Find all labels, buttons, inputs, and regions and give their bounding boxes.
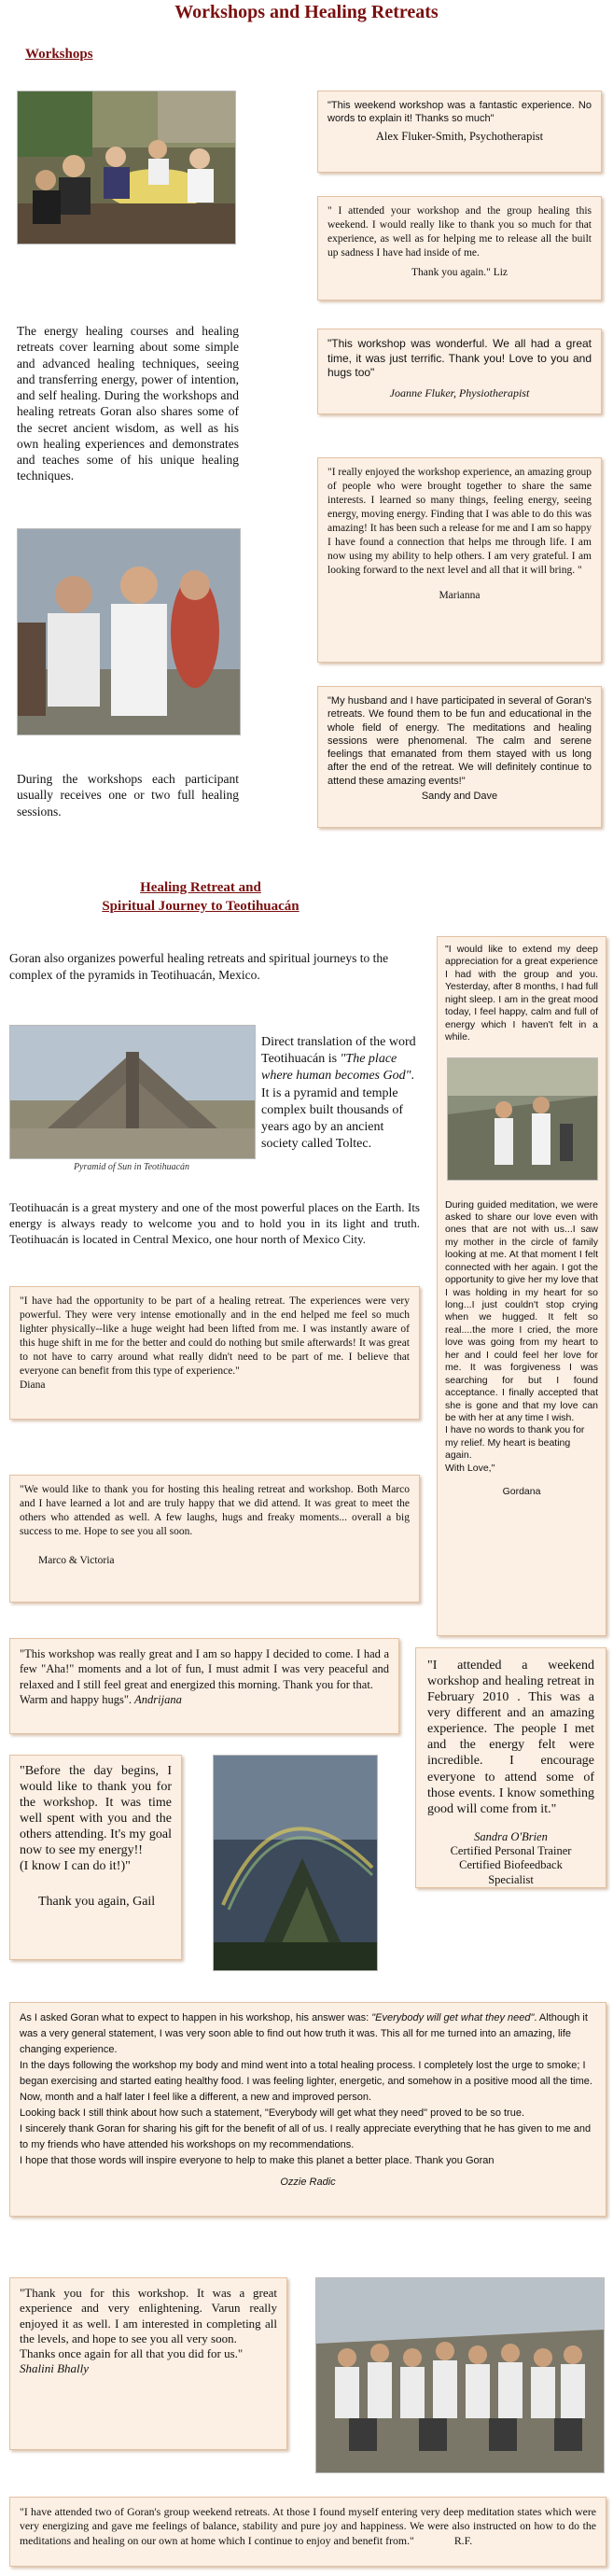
testimonial-author: Shalini Bhally (20, 2361, 90, 2376)
testimonial-ozzie (9, 2002, 606, 2217)
sandra-title2: Certified Biofeedback (459, 1858, 563, 1872)
testimonial-marianna (317, 457, 602, 663)
ozzie-p5: I hope that those words will inspire everyone to help to make this planet a better place. Thank you Goran (20, 2155, 495, 2167)
sandra-name: Sandra O'Brien (474, 1829, 548, 1843)
gordana-closing: With Love," (445, 1462, 495, 1474)
pyramid-photo (9, 1025, 256, 1159)
testimonial-author: Thank you again." Liz (411, 266, 509, 278)
page-title: Workshops and Healing Retreats (174, 2, 439, 22)
testimonial-author: R.F. (453, 2533, 473, 2547)
testimonial-text: "Before the day begins, I would like to thank you for the workshop. It was time well spent with you and the others attending. It's my goal now to see my energy!! (20, 1764, 172, 1858)
testimonial-text: "We would like to thank you for hosting this healing retreat and workshop. Both Marco and I have learned a lot and are truly happy that we did attend. It was great to meet the others who attended as well. A few laughs, hugs and freaky moments... overall a big success to me. Hope to see you all soon. (20, 1484, 410, 1537)
testimonial-sandy-dave (317, 686, 602, 828)
translation-text (261, 1034, 420, 1153)
retreat-heading-line1: Healing Retreat and (140, 880, 261, 895)
gordana-part2: During guided meditation, we were asked to share our love even with ones that are not with us...I saw my mother in the circle of family looking at me. At that moment I felt connected with her again. I got the opportunity to give her my love that I was holding in my heart for so long...I just couldn't stop crying when we hugged. It felt so real....the more I cried, the more love was going from my heart to her and I could feel her love for me. It was forgiveness I was searching for but I found acceptance. I finally accepted that she is gone and that my love can be with her at any time I wish. (445, 1198, 598, 1423)
testimonial-andrijana (9, 1638, 399, 1734)
ozzie-p4: I sincerely thank Goran for sharing his gift for the benefit of all of us. I really appreciate everything that he has given to me and to my friends who have attended his workshops on my recommendations. (20, 2123, 592, 2151)
gordana-author: Gordana (502, 1486, 541, 1498)
gordana-part1: "I would like to extend my deep appreciation for a great experience I had with the group and you. Yesterday, after 8 months, I had full night sleep. I am in the great mood today, I feel happy, calm and full of energy which I haven't felt in a while. (445, 944, 599, 1043)
workshop-outdoor-photo (17, 528, 241, 735)
testimonial-alex (317, 91, 602, 173)
workshops-heading: Workshops (25, 47, 93, 62)
testimonial-text: "I have had the opportunity to be part of a healing retreat. The experiences were very powerful. They were very intense emotionally and in the end helped me feel so much lighter physically--like a huge weight had been lifted from me. I was instantly aware of this huge shift in me for the better and could do nothing but smile afterwards! It was great to not have to carry around what really didn't need to be part of me. I believe that everyone can benefit from this type of experience." (20, 1295, 410, 1377)
testimonial-author: Sandy and Dave (421, 791, 498, 803)
ozzie-p1: . Although it was a very general statement, I was very soon able to find out how truth it was. This all for me turned into an amazing, life changing experience. (20, 2012, 588, 2056)
translation-prefix: Direct translation of the word Teotihuacán is (261, 1035, 416, 1067)
gordana-photo (447, 1057, 598, 1181)
testimonial-author: Andrijana (134, 1692, 182, 1706)
testimonial-text: "I have attended two of Goran's group weekend retreats. At those I found myself entering very deep meditation states which were very energizing and gave me feelings of balance, stability and pure joy and happiness. We were also instructed on how to do the meditations and healing on our own at home which I continue to enjoy and benefit from." (20, 2505, 596, 2547)
sandra-title1: Certified Personal Trainer (450, 1844, 572, 1858)
retreat-intro: Goran also organizes powerful healing retreats and spiritual journeys to the complex of the pyramids in Teotihuacán, Mexico. (9, 951, 389, 982)
testimonial-author: Ozzie Radic (280, 2177, 336, 2189)
testimonial-text: "My husband and I have participated in several of Goran's retreats. We found them to be fun and educational in the whole field of energy. The meditations and healing sessions were phenomenal. The calm and serene feelings that emanated from them stayed with us long after the end of the retreat. We will definitely continue to attend these amazing events!" (327, 695, 592, 787)
testimonial-shalini (9, 2277, 287, 2450)
ozzie-p3: Looking back I still think about how such a statement, "Everybody will get what they need" proved to be so true. (20, 2107, 525, 2120)
testimonial-text: "This weekend workshop was a fantastic experience. No words to explain it! Thanks so much" (327, 100, 592, 125)
testimonial-author: Marco & Victoria (38, 1554, 115, 1566)
translation-suffix: . It is a pyramid and temple complex built thousands of years ago by an ancient society called Toltec. (261, 1069, 414, 1152)
shalini-line2: Thanks once again for all that you did for us." (20, 2346, 244, 2360)
testimonial-diana (9, 1286, 420, 1420)
ozzie-p2: In the days following the workshop my body and mind went into a total healing process. I completely lost the urge to smoke; I began exercising and started eating healthy food. I was feeling lighter, energetic, and somehow in a positive mood all the time. Now, month and a half later I feel like a different, a new and improved person. (20, 2060, 592, 2104)
retreat-heading-line2: Spiritual Journey to Teotihuacán (102, 898, 300, 914)
workshops-intro: The energy healing courses and healing retreats cover learning about some simple and advanced healing techniques, seeing and transferring energy, power of intention, and self healing. During the workshops and healing retreats Goran also shares some of the secret ancient wisdom, as well as his own healing experiences and demonstrates and teaches some of his unique healing techniques. (17, 324, 239, 483)
testimonial-text: "This workshop was really great and I am so happy I decided to come. I had a few "Aha!" moments and a lot of fun, I must admit I was very peaceful and relaxed and I still feel great and energized this morning. Thank you for that. (20, 1647, 389, 1691)
testimonial-author: Diana (20, 1379, 46, 1391)
testimonial-text: "This workshop was wonderful. We all had a great time, it was just terrific. Thank you! Love to you and hugs too" (327, 337, 592, 380)
workshops-sessions: During the workshops each participant usually receives one or two full healing sessions. (17, 772, 239, 819)
gordana-part3: I have no words to thank you for my relief. My heart is beating again. (445, 1424, 585, 1462)
testimonial-author: Thank you again, Gail (38, 1894, 156, 1909)
ozzie-quote: "Everybody will get what they need" (371, 2012, 535, 2023)
rainbow-photo (213, 1755, 378, 1971)
andrijana-closing: Warm and happy hugs". (20, 1692, 132, 1706)
testimonial-text: "I attended a weekend workshop and healing retreat in February 2010 . This was a very different and an amazing experience. The people I met and the energy felt were incredible. I encourage everyone to attend some of those events. I know something good will come from it." (427, 1659, 594, 1816)
testimonial-author: Marianna (439, 589, 481, 601)
translation-quote: "The place where human becomes God" (261, 1052, 411, 1084)
sandra-title3: Specialist (488, 1872, 534, 1886)
testimonial-sandra (415, 1647, 606, 1888)
testimonial-gordana (437, 936, 606, 1636)
testimonial-author: Joanne Fluker, Physiotherapist (389, 385, 530, 399)
workshop-group-photo (17, 91, 236, 245)
pyramid-caption: Pyramid of Sun in Teotihuacán (73, 1162, 190, 1172)
testimonial-text: "Thank you for this workshop. It was a great experience and very enlightening. Varun really enjoyed it as well. I am interested in completing all the levels, and hope to see you all very soon. (20, 2286, 277, 2345)
testimonial-gail (9, 1755, 182, 1960)
testimonial-joanne (317, 329, 602, 414)
testimonial-liz (317, 196, 602, 301)
teotihuacan-description: Teotihuacán is a great mystery and one of the most powerful places on the Earth. Its energy is always ready to welcome you and to hold you in its light and truth. Teotihuacán is located in Central Mexico, one hour north of Mexico City. (9, 1200, 420, 1247)
testimonial-author: Alex Fluker-Smith, Psychotherapist (375, 129, 544, 143)
testimonial-rf (9, 2497, 606, 2567)
retreat-group-photo (315, 2277, 605, 2473)
gail-line2: (I know I can do it!)" (20, 1859, 131, 1874)
ozzie-quote-prefix: As I asked Goran what to expect to happen in his workshop, his answer was: (20, 2012, 372, 2023)
testimonial-marco-victoria (9, 1475, 420, 1603)
retreat-heading (0, 879, 401, 916)
testimonial-text: " I attended your workshop and the group healing this weekend. I would really like to thank you so much for that experience, as well as for helping me to release all the built up sadness I have had inside of me. (327, 205, 592, 259)
testimonial-text: "I really enjoyed the workshop experience, an amazing group of people who were brought together to share the same interests. I learned so many things, feeling energy, seeing energy, moving energy. Finding that I was able to do this was amazing! It has been such a release for me and I am so happy I have found a connection that helps me through life. I am now using my ability to help others. I am very grateful. I am looking forward to the next level and all that it will bring. " (327, 467, 592, 576)
